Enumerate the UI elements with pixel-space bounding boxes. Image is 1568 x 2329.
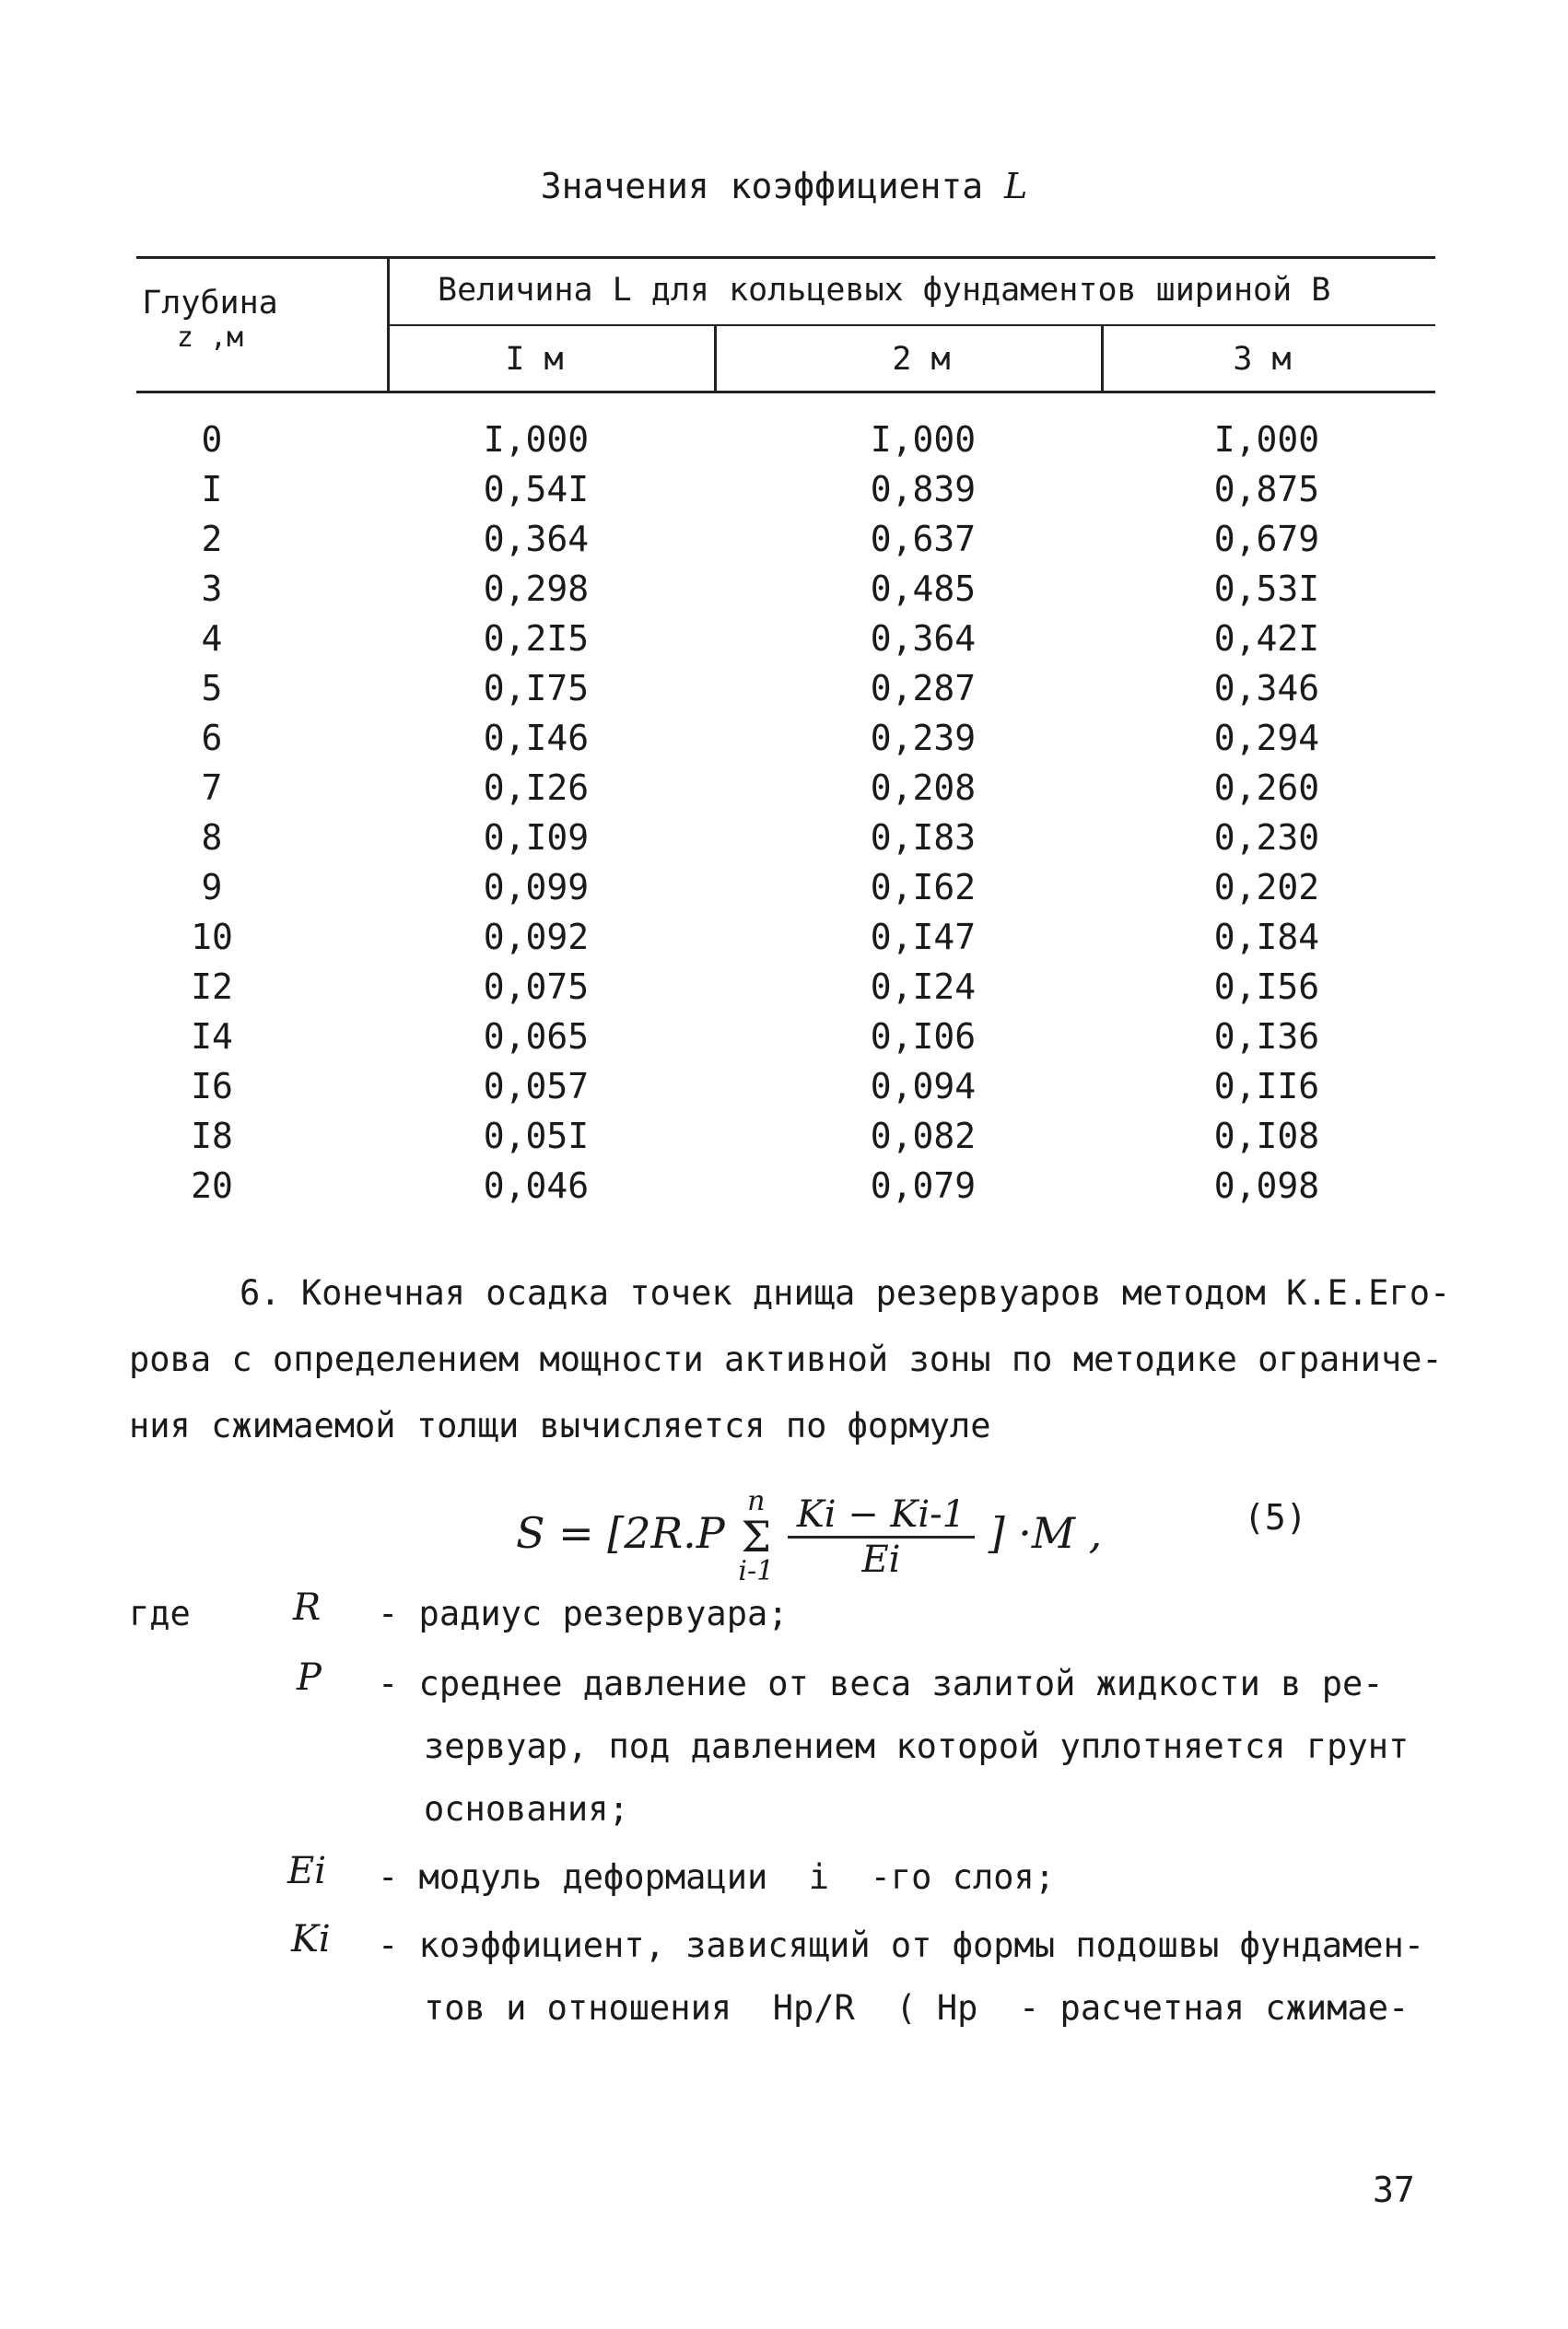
definition-R-line-1: - радиус резервуара; bbox=[378, 1594, 789, 1633]
table-header-bottom-rule bbox=[136, 391, 1435, 393]
value-cell: 0,065 bbox=[483, 1016, 590, 1057]
depth-cell: 4 bbox=[201, 618, 223, 659]
definition-P-line-1: - среднее давление от веса залитой жидкости в ре- bbox=[378, 1664, 1384, 1703]
table-divider-depth bbox=[387, 256, 390, 392]
symbol-P: P bbox=[297, 1656, 322, 1699]
value-cell: 0,287 bbox=[870, 668, 977, 708]
summation-symbol: n Σ i-1 bbox=[738, 1485, 775, 1587]
formula-denominator: Ei bbox=[861, 1538, 901, 1581]
column-header-2m: 2 м bbox=[892, 341, 951, 378]
definition-Ei bbox=[378, 1846, 1055, 1909]
value-cell: 0,082 bbox=[870, 1116, 977, 1156]
group-header: Величина L для кольцевых фундаментов шириной B bbox=[438, 272, 1331, 309]
formula-5 bbox=[516, 1485, 1103, 1587]
table-divider-col3 bbox=[1101, 324, 1104, 392]
value-cell: 0,I56 bbox=[1213, 966, 1320, 1007]
value-cell: 0,I09 bbox=[483, 817, 590, 858]
value-cell: 0,057 bbox=[483, 1066, 590, 1106]
depth-header-line1: Глубина bbox=[142, 285, 278, 322]
column-header-3m: 3 м bbox=[1233, 341, 1292, 378]
table-divider-col2 bbox=[714, 324, 717, 392]
value-cell: 0,54I bbox=[483, 469, 590, 509]
paragraph-line-2: рова с определением мощности активной зоны по методике ограниче- bbox=[129, 1340, 1443, 1379]
value-cell: 0,346 bbox=[1213, 668, 1320, 708]
value-cell: 0,I83 bbox=[870, 817, 977, 858]
depth-cell: 9 bbox=[201, 867, 223, 907]
value-cell: 0,875 bbox=[1213, 469, 1320, 509]
sum-upper-limit: n bbox=[747, 1485, 766, 1517]
page-number: 37 bbox=[1373, 2170, 1415, 2210]
value-cell: 0,099 bbox=[483, 867, 590, 907]
value-cell: 0,079 bbox=[870, 1165, 977, 1206]
paragraph-line-3: ния сжимаемой толщи вычисляется по формуле bbox=[129, 1406, 991, 1445]
formula-lhs: S = [2R.P bbox=[516, 1508, 725, 1558]
depth-cell: I bbox=[201, 469, 223, 509]
value-cell: 0,364 bbox=[483, 519, 590, 559]
depth-cell: 7 bbox=[201, 767, 223, 808]
value-cell: 0,092 bbox=[483, 917, 590, 957]
depth-cell: I6 bbox=[191, 1066, 233, 1106]
value-cell: I,000 bbox=[1213, 419, 1320, 460]
symbol-R: R bbox=[293, 1586, 322, 1629]
value-cell: 0,260 bbox=[1213, 767, 1320, 808]
where-label: где bbox=[129, 1594, 191, 1633]
value-cell: 0,230 bbox=[1213, 817, 1320, 858]
value-cell: 0,II6 bbox=[1213, 1066, 1320, 1106]
value-cell: I,000 bbox=[870, 419, 977, 460]
definition-Ki bbox=[378, 1914, 1424, 2040]
symbol-Ki: Ki bbox=[291, 1918, 331, 1960]
paragraph-line-1: 6. Конечная осадка точек днища резервуаров методом К.Е.Его- bbox=[240, 1273, 1451, 1313]
depth-cell: I8 bbox=[191, 1116, 233, 1156]
value-cell: 0,I06 bbox=[870, 1016, 977, 1057]
depth-cell: I2 bbox=[191, 966, 233, 1007]
value-cell: 0,208 bbox=[870, 767, 977, 808]
depth-cell: 8 bbox=[201, 817, 223, 858]
value-cell: 0,I08 bbox=[1213, 1116, 1320, 1156]
table-title-text: Значения коэффициента bbox=[540, 166, 984, 206]
depth-cell: 6 bbox=[201, 718, 223, 758]
value-cell: 0,I62 bbox=[870, 867, 977, 907]
formula-fraction bbox=[788, 1493, 975, 1581]
value-cell: 0,294 bbox=[1213, 718, 1320, 758]
formula-numerator: Ki − Ki-1 bbox=[788, 1493, 975, 1539]
value-cell: 0,42I bbox=[1213, 618, 1320, 659]
depth-cell: 3 bbox=[201, 568, 223, 609]
value-cell: 0,I75 bbox=[483, 668, 590, 708]
depth-cell: 20 bbox=[191, 1165, 233, 1206]
definition-P-line-2: зервуар, под давлением которой уплотняется грунт bbox=[424, 1726, 1410, 1766]
sum-lower-limit: i-1 bbox=[738, 1555, 775, 1587]
value-cell: 0,679 bbox=[1213, 519, 1320, 559]
value-cell: 0,2I5 bbox=[483, 618, 590, 659]
coefficient-symbol: L bbox=[1004, 166, 1028, 206]
value-cell: 0,I36 bbox=[1213, 1016, 1320, 1057]
column-header-1m: I м bbox=[505, 341, 564, 378]
value-cell: 0,202 bbox=[1213, 867, 1320, 907]
definition-R bbox=[378, 1583, 789, 1645]
symbol-Ei: Ei bbox=[287, 1850, 326, 1892]
table-title bbox=[0, 166, 1568, 206]
value-cell: 0,I46 bbox=[483, 718, 590, 758]
value-cell: 0,53I bbox=[1213, 568, 1320, 609]
depth-header bbox=[136, 286, 284, 356]
equation-number: (5) bbox=[1244, 1497, 1307, 1538]
value-cell: 0,I26 bbox=[483, 767, 590, 808]
value-cell: 0,05I bbox=[483, 1116, 590, 1156]
value-cell: 0,094 bbox=[870, 1066, 977, 1106]
value-cell: 0,298 bbox=[483, 568, 590, 609]
depth-cell: 10 bbox=[191, 917, 233, 957]
table-top-rule bbox=[136, 256, 1435, 259]
value-cell: I,000 bbox=[483, 419, 590, 460]
value-cell: 0,075 bbox=[483, 966, 590, 1007]
formula-rhs: ] ·M , bbox=[988, 1508, 1103, 1558]
value-cell: 0,098 bbox=[1213, 1165, 1320, 1206]
table-subheader-rule bbox=[389, 324, 1435, 326]
definition-P-line-3: основания; bbox=[424, 1789, 629, 1829]
depth-cell: 5 bbox=[201, 668, 223, 708]
value-cell: 0,I47 bbox=[870, 917, 977, 957]
definition-Ei-line-1: - модуль деформации i -го слоя; bbox=[378, 1857, 1056, 1897]
value-cell: 0,I24 bbox=[870, 966, 977, 1007]
value-cell: 0,239 bbox=[870, 718, 977, 758]
depth-cell: 0 bbox=[201, 419, 223, 460]
value-cell: 0,637 bbox=[870, 519, 977, 559]
depth-header-line2: z ,м bbox=[176, 322, 244, 354]
paragraph-6 bbox=[129, 1260, 1451, 1459]
value-cell: 0,364 bbox=[870, 618, 977, 659]
definition-Ki-line-1: - коэффициент, зависящий от формы подошвы фундамен- bbox=[378, 1925, 1425, 1965]
depth-cell: I4 bbox=[191, 1016, 233, 1057]
value-cell: 0,I84 bbox=[1213, 917, 1320, 957]
value-cell: 0,839 bbox=[870, 469, 977, 509]
definition-P bbox=[378, 1653, 1409, 1841]
definition-Ki-line-2: тов и отношения Hp/R ( Hp - расчетная сжимае- bbox=[424, 1988, 1410, 2028]
value-cell: 0,046 bbox=[483, 1165, 590, 1206]
value-cell: 0,485 bbox=[870, 568, 977, 609]
depth-cell: 2 bbox=[201, 519, 223, 559]
